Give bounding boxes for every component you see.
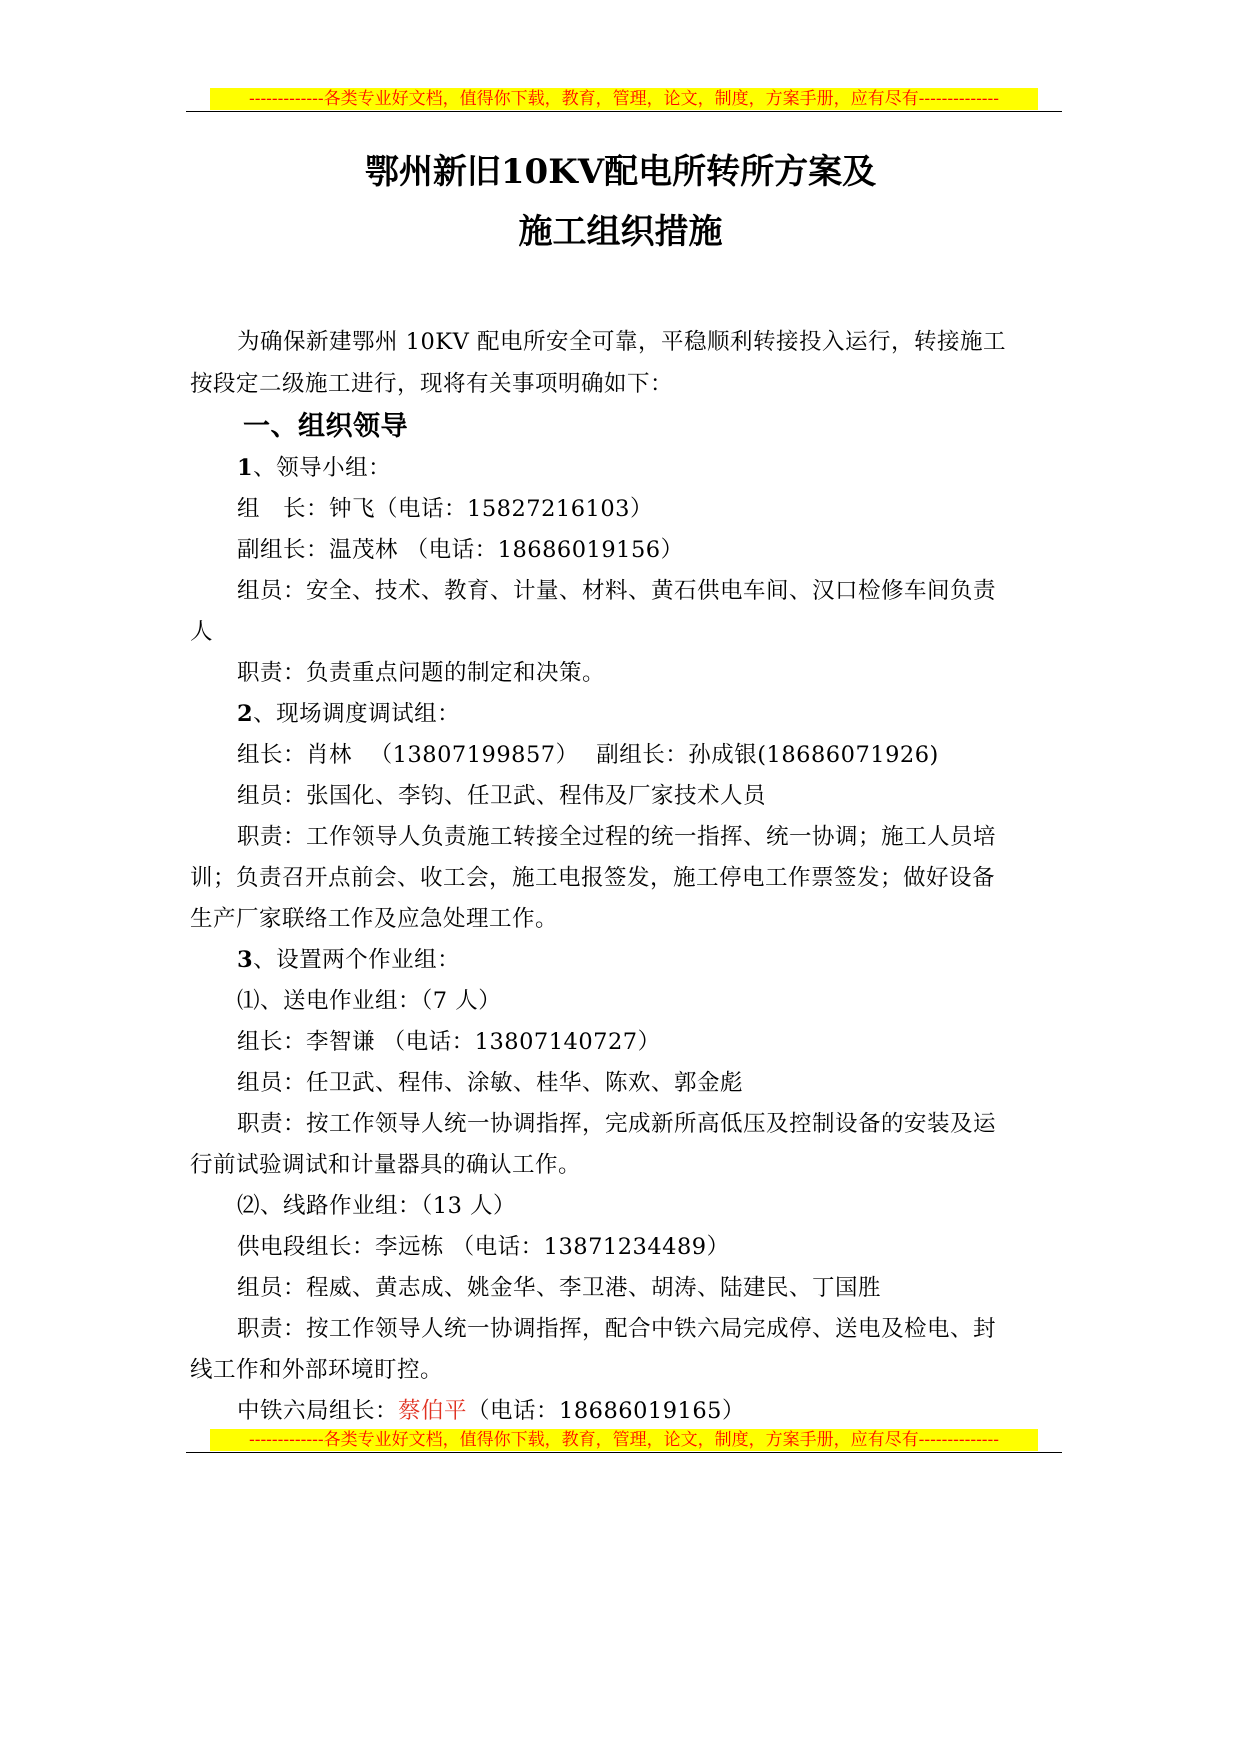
document-title-line-1: 鄂州新旧10KV配电所转所方案及 [364, 152, 877, 192]
group1-members-line-1: 组员：安全、技术、教育、计量、材料、黄石供电车间、汉口检修车间负责 [237, 578, 997, 604]
footer-banner: -------------各类专业好文档，值得你下载，教育，管理，论文，制度，方案手册，应有尽有-------------- [210, 1429, 1038, 1451]
group2-leader: 组长：肖林 （13807199857） 副组长：孙成银(18686071926) [237, 742, 939, 768]
subgroup1-leader: 组长：李智谦 （电话：13807140727） [237, 1029, 661, 1055]
group2-heading-text: 、现场调度调试组： [253, 701, 461, 727]
group2-duty-line-2: 训；负责召开点前会、收工会，施工电报签发，施工停电工作票签发；做好设备 [190, 865, 996, 891]
subgroup1-duty-line-2: 行前试验调试和计量器具的确认工作。 [190, 1152, 582, 1178]
crec-leader-phone: （电话：18686019165） [467, 1398, 745, 1424]
group2-duty-line-1: 职责：工作领导人负责施工转接全过程的统一指挥、统一协调；施工人员培 [237, 824, 997, 850]
footer-rule [186, 1452, 1062, 1453]
subgroup1-duty-line-1: 职责：按工作领导人统一协调指挥，完成新所高低压及控制设备的安装及运 [237, 1111, 997, 1137]
section-heading-organization: 一、组织领导 [243, 411, 408, 442]
group3-heading [237, 942, 1060, 974]
subgroup1-heading: ⑴、送电作业组：（7 人） [237, 988, 502, 1014]
group2-members: 组员：张国化、李钧、任卫武、程伟及厂家技术人员 [237, 783, 767, 809]
group1-heading-text: 、领导小组： [253, 455, 392, 481]
crec-leader-name: 蔡伯平 [398, 1398, 468, 1424]
group3-heading-text: 、设置两个作业组： [253, 947, 461, 973]
subgroup2-duty-line-2: 线工作和外部环境盯控。 [190, 1357, 444, 1383]
subgroup2-heading: ⑵、线路作业组：（13 人） [237, 1193, 517, 1219]
subgroup1-members: 组员：任卫武、程伟、涂敏、桂华、陈欢、郭金彪 [237, 1070, 744, 1096]
group1-members-line-2: 人 [190, 619, 214, 645]
group2-duty-line-3: 生产厂家联络工作及应急处理工作。 [190, 906, 559, 932]
subgroup2-leader: 供电段组长：李远栋 （电话：13871234489） [237, 1234, 730, 1260]
intro-line-1: 为确保新建鄂州 10KV 配电所安全可靠，平稳顺利转接投入运行，转接施工 [237, 329, 1006, 355]
group1-number: 1 [237, 455, 254, 481]
group1-duty: 职责：负责重点问题的制定和决策。 [237, 660, 606, 686]
crec-leader [237, 1393, 1060, 1425]
group3-number: 3 [237, 947, 254, 973]
group1-heading [237, 450, 1060, 482]
header-banner: -------------各类专业好文档，值得你下载，教育，管理，论文，制度，方案手册，应有尽有-------------- [210, 88, 1038, 110]
header-rule [186, 111, 1062, 112]
group2-number: 2 [237, 701, 254, 727]
crec-leader-label: 中铁六局组长： [237, 1398, 399, 1424]
group1-deputy: 副组长：温茂林 （电话：18686019156） [237, 537, 684, 563]
intro-line-2: 按段定二级施工进行，现将有关事项明确如下： [190, 371, 674, 397]
group2-heading [237, 696, 1060, 728]
group1-leader: 组 长：钟飞（电话：15827216103） [237, 496, 653, 522]
document-title-line-2: 施工组织措施 [518, 212, 723, 252]
subgroup2-duty-line-1: 职责：按工作领导人统一协调指挥，配合中铁六局完成停、送电及检电、封 [237, 1316, 997, 1342]
subgroup2-members: 组员：程威、黄志成、姚金华、李卫港、胡涛、陆建民、丁国胜 [237, 1275, 882, 1301]
